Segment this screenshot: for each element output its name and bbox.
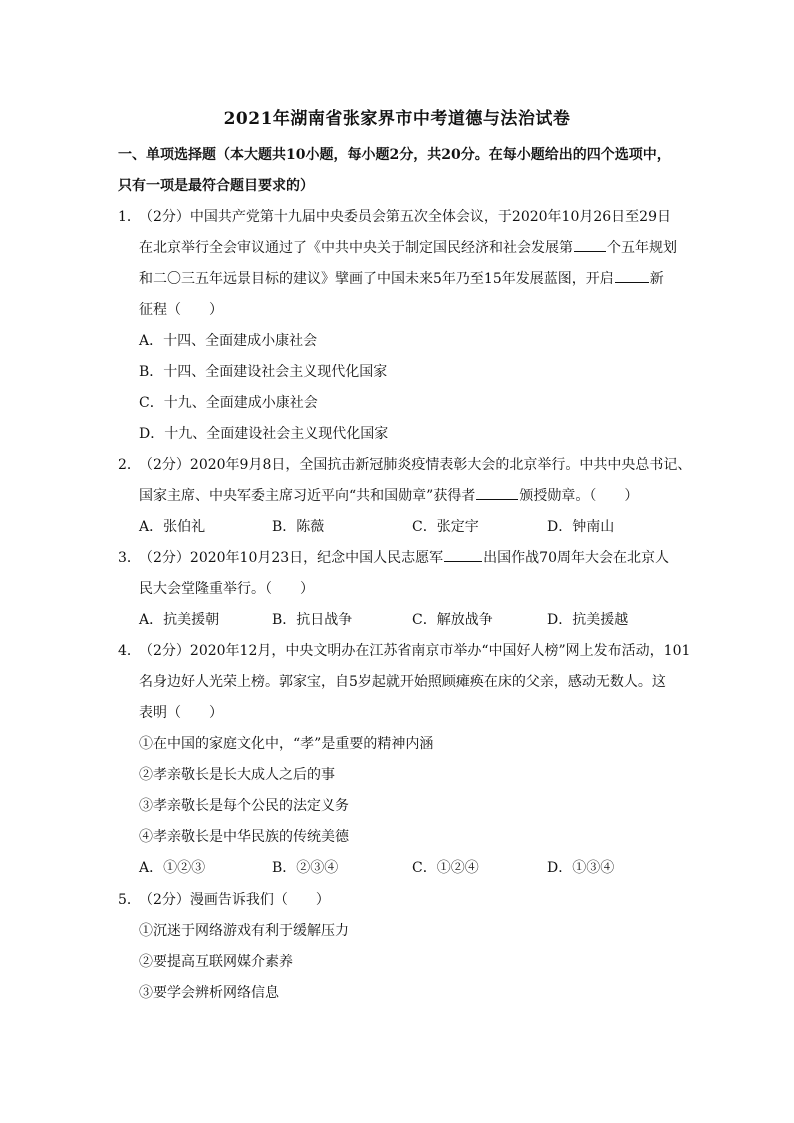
question-stem (139, 450, 692, 543)
option-d: D．抗美援越 (547, 612, 629, 628)
question-1 (118, 202, 678, 450)
stem-line: 民大会堂隆重举行。（ ） (139, 581, 314, 597)
stem-line: （2分）2020年12月，中央文明办在江苏省南京市举办“中国好人榜”网上发布活动，101 (139, 643, 691, 659)
option-d: D．十九、全面建设社会主义现代化国家 (139, 426, 389, 442)
option-a: A．抗美援朝 (139, 612, 220, 628)
exam-title: 2021年湖南省张家界市中考道德与法治试卷 (223, 109, 571, 129)
option-c: C．①②④ (412, 860, 479, 876)
stem-text: 和二〇三五年远景目标的建议》擘画了中国未来5年乃至15年发展蓝图，开启 (139, 271, 614, 287)
stem-text: 颁授勋章。（ ） (519, 488, 639, 504)
question-number: 2． (118, 457, 141, 473)
question-number: 4． (118, 643, 141, 659)
question-number: 1． (118, 209, 141, 225)
option-c: C．张定宇 (412, 519, 479, 535)
question-stem (139, 636, 691, 884)
section-heading-line-1: 一、单项选择题（本大题共10小题，每小题2分，共20分。在每小题给出的四个选项中， (118, 147, 671, 163)
question-stem (139, 202, 678, 450)
option-a: A．张伯礼 (139, 519, 206, 535)
option-d: D．钟南山 (547, 519, 615, 535)
stem-line (139, 481, 678, 512)
question-number: 5． (118, 892, 141, 908)
option-c: C．十九、全面建成小康社会 (139, 395, 318, 411)
stem-text: 个五年规划 (607, 240, 677, 256)
stem-line: 名身边好人光荣上榜。郭家宝，自5岁起就开始照顾瘫痪在床的父亲，感动无数人。这 (139, 674, 666, 690)
option-b: B．陈薇 (272, 519, 325, 535)
statement-2: ②孝亲敬长是长大成人之后的事 (139, 767, 335, 783)
stem-line: 表明（ ） (139, 705, 223, 721)
question-4 (118, 636, 691, 884)
stem-text: 在北京举行全会审议通过了《中共中央关于制定国民经济和社会发展第 (139, 240, 573, 256)
options-row (139, 605, 678, 636)
question-5 (118, 885, 678, 1009)
answer-blank (476, 485, 518, 500)
question-number: 3． (118, 550, 141, 566)
option-c: C．解放战争 (412, 612, 493, 628)
stem-line (139, 233, 678, 264)
stem-line: （2分）漫画告诉我们（ ） (139, 892, 330, 908)
option-a: A．①②③ (139, 860, 206, 876)
answer-blank (615, 268, 649, 283)
section-heading (118, 140, 698, 202)
question-3 (118, 543, 678, 636)
statement-1: ①在中国的家庭文化中，“孝”是重要的精神内涵 (139, 736, 434, 752)
stem-text: 国家主席、中央军委主席习近平向“共和国勋章”获得者 (139, 488, 476, 504)
answer-blank (444, 547, 482, 562)
stem-line: （2分）2020年9月8日，全国抗击新冠肺炎疫情表彰大会的北京举行。中共中央总书记、 (139, 457, 692, 473)
option-a: A．十四、全面建成小康社会 (139, 333, 318, 349)
options-row (139, 853, 678, 884)
section-heading-line-2: 只有一项是最符合题目要求的） (118, 178, 314, 194)
statement-2: ②要提高互联网媒介素养 (139, 954, 293, 970)
question-stem (139, 885, 678, 1009)
question-stem (139, 543, 678, 636)
statement-1: ①沉迷于网络游戏有利于缓解压力 (139, 923, 349, 939)
answer-blank (574, 237, 606, 252)
stem-line (139, 264, 678, 295)
option-b: B．②③④ (272, 860, 339, 876)
stem-text: 出国作战70周年大会在北京人 (483, 550, 669, 566)
option-d: D．①③④ (547, 860, 615, 876)
statement-3: ③要学会辨析网络信息 (139, 985, 279, 1001)
option-b: B．十四、全面建设社会主义现代化国家 (139, 364, 388, 380)
stem-line: （2分）中国共产党第十九届中央委员会第五次全体会议，于2020年10月26日至29日 (139, 209, 671, 225)
stem-line: 征程（ ） (139, 302, 223, 318)
option-b: B．抗日战争 (272, 612, 353, 628)
stem-text: 新 (649, 271, 664, 287)
options-row (139, 512, 678, 543)
statement-4: ④孝亲敬长是中华民族的传统美德 (139, 829, 349, 845)
question-2 (118, 450, 692, 543)
stem-text: （2分）2020年10月23日，纪念中国人民志愿军 (139, 550, 444, 566)
stem-line (139, 543, 678, 574)
statement-3: ③孝亲敬长是每个公民的法定义务 (139, 798, 349, 814)
